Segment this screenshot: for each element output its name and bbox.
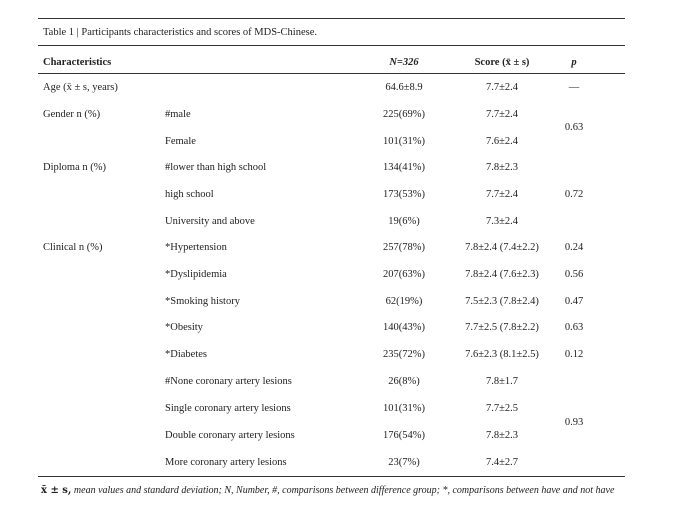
row-subcategory: *Obesity bbox=[165, 322, 203, 333]
header-p: p bbox=[571, 57, 577, 68]
row-category: Age (x̄ ± s, years) bbox=[43, 82, 118, 93]
caption-rule bbox=[38, 45, 625, 46]
row-score: 7.4±2.7 bbox=[485, 457, 518, 468]
row-score: 7.7±2.4 bbox=[485, 109, 518, 120]
row-score: 7.7±2.5 bbox=[485, 403, 518, 414]
row-subcategory: #male bbox=[165, 109, 191, 120]
row-p: 0.24 bbox=[564, 242, 584, 253]
row-n: 173(53%) bbox=[383, 189, 425, 200]
bottom-rule bbox=[38, 476, 625, 477]
row-score: 7.8±2.4 (7.6±2.3) bbox=[465, 269, 539, 280]
row-n: 140(43%) bbox=[383, 322, 425, 333]
row-category: Diploma n (%) bbox=[43, 162, 106, 173]
row-subcategory: *Diabetes bbox=[165, 349, 207, 360]
row-subcategory: More coronary artery lesions bbox=[165, 457, 287, 468]
top-rule bbox=[38, 18, 625, 19]
header-characteristics: Characteristics bbox=[43, 57, 112, 68]
row-score: 7.8±2.4 (7.4±2.2) bbox=[465, 242, 539, 253]
row-category: Clinical n (%) bbox=[43, 242, 103, 253]
merged-p-gender: 0.63 bbox=[564, 122, 584, 133]
row-score: 7.7±2.4 bbox=[485, 189, 518, 200]
row-subcategory: *Smoking history bbox=[165, 296, 240, 307]
table-footnote bbox=[41, 485, 614, 496]
row-p: 0.72 bbox=[564, 189, 584, 200]
row-score: 7.5±2.3 (7.8±2.4) bbox=[465, 296, 539, 307]
row-n: 235(72%) bbox=[383, 349, 425, 360]
row-subcategory: *Hypertension bbox=[165, 242, 227, 253]
table-caption: Table 1 | Participants characteristics and scores of MDS-Chinese. bbox=[43, 27, 317, 38]
row-n: 26(8%) bbox=[388, 376, 420, 387]
footnote-symbol: x̄ ± s, bbox=[41, 485, 72, 496]
row-n: 134(41%) bbox=[383, 162, 425, 173]
row-subcategory: Double coronary artery lesions bbox=[165, 430, 295, 441]
header-rule bbox=[38, 73, 625, 74]
row-n: 19(6%) bbox=[388, 216, 420, 227]
row-subcategory: University and above bbox=[165, 216, 255, 227]
row-subcategory: #None coronary artery lesions bbox=[165, 376, 292, 387]
row-p: 0.47 bbox=[564, 296, 584, 307]
row-n: 23(7%) bbox=[388, 457, 420, 468]
row-n: 257(78%) bbox=[383, 242, 425, 253]
row-subcategory: high school bbox=[165, 189, 214, 200]
row-p: 0.12 bbox=[564, 349, 584, 360]
row-n: 207(63%) bbox=[383, 269, 425, 280]
row-category: Gender n (%) bbox=[43, 109, 101, 120]
row-score: 7.6±2.3 (8.1±2.5) bbox=[465, 349, 539, 360]
row-n: 101(31%) bbox=[383, 403, 425, 414]
row-p: — bbox=[568, 82, 580, 93]
row-p: 0.63 bbox=[564, 322, 584, 333]
row-subcategory: #lower than high school bbox=[165, 162, 267, 173]
row-n: 176(54%) bbox=[383, 430, 425, 441]
row-n: 225(69%) bbox=[383, 109, 425, 120]
footnote-text: mean values and standard deviation; N, Number, #, comparisons between difference group; *, comparisons between have and not have bbox=[71, 485, 615, 496]
row-n: 101(31%) bbox=[383, 136, 425, 147]
row-score: 7.3±2.4 bbox=[485, 216, 518, 227]
row-p: 0.56 bbox=[564, 269, 584, 280]
row-subcategory: Female bbox=[165, 136, 196, 147]
row-n: 64.6±8.9 bbox=[385, 82, 423, 93]
row-score: 7.8±1.7 bbox=[485, 376, 518, 387]
row-score: 7.6±2.4 bbox=[485, 136, 518, 147]
row-score: 7.7±2.5 (7.8±2.2) bbox=[465, 322, 539, 333]
header-n: N=326 bbox=[389, 57, 419, 68]
row-score: 7.8±2.3 bbox=[485, 430, 518, 441]
row-score: 7.7±2.4 bbox=[485, 82, 518, 93]
row-n: 62(19%) bbox=[385, 296, 423, 307]
row-score: 7.8±2.3 bbox=[485, 162, 518, 173]
row-subcategory: Single coronary artery lesions bbox=[165, 403, 291, 414]
header-score: Score (x̄ ± s) bbox=[474, 57, 530, 68]
row-subcategory: *Dyslipidemia bbox=[165, 269, 227, 280]
merged-p-coronary: 0.93 bbox=[564, 417, 584, 428]
